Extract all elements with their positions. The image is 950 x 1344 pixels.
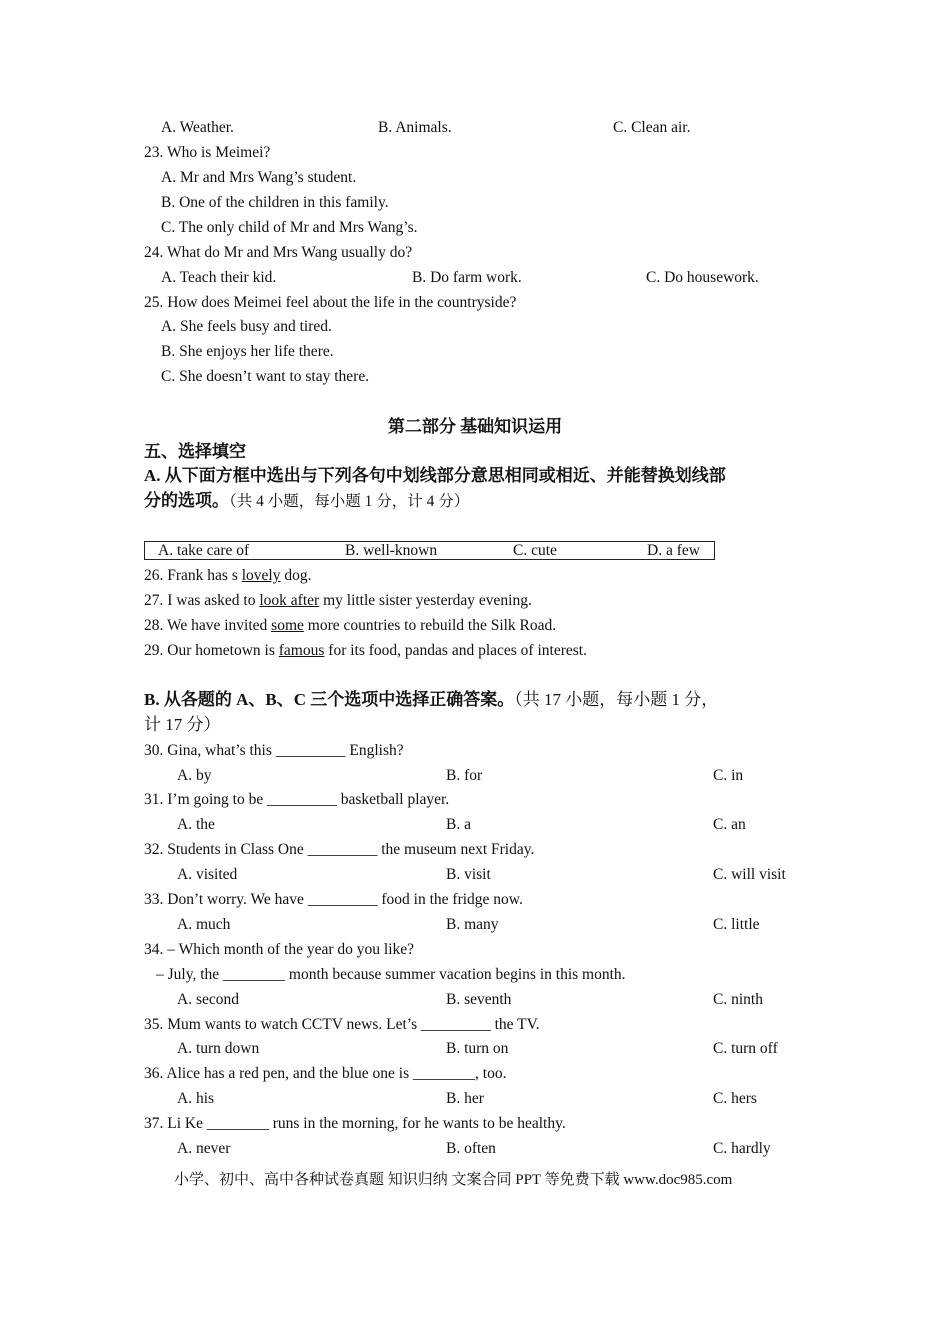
- section5-heading: 五、选择填空: [144, 442, 246, 461]
- word-box-a: A. take care of: [158, 542, 250, 559]
- q33-option-b: B. many: [446, 916, 499, 933]
- q37-option-a: A. never: [177, 1140, 231, 1157]
- q28: 28. We have invited some more countries to rebuild the Silk Road.: [144, 617, 557, 634]
- q27: 27. I was asked to look after my little sister yesterday evening.: [144, 592, 532, 609]
- q25-option-a: A. She feels busy and tired.: [161, 318, 332, 335]
- word-box-b: B. well-known: [345, 542, 438, 559]
- q32-option-b: B. visit: [446, 866, 491, 883]
- q23-option-a: A. Mr and Mrs Wang’s student.: [161, 169, 357, 186]
- q36-option-b: B. her: [446, 1090, 484, 1107]
- q30-option-c: C. in: [713, 767, 744, 784]
- sectionA-instruction-line2: [144, 491, 469, 512]
- q34-stem: 34. – Which month of the year do you like?: [144, 941, 415, 958]
- word-box-c: C. cute: [513, 542, 557, 559]
- q34-option-c: C. ninth: [713, 991, 763, 1008]
- q30-option-a: A. by: [177, 767, 212, 784]
- word-box: [144, 541, 715, 560]
- q24-option-c: C. Do housework.: [646, 269, 759, 286]
- q33-option-a: A. much: [177, 916, 231, 933]
- sectionB-instruction-line1: [144, 690, 718, 711]
- q22-option-c: C. Clean air.: [613, 119, 691, 136]
- q24-option-a: A. Teach their kid.: [161, 269, 277, 286]
- q35-option-b: B. turn on: [446, 1040, 509, 1057]
- q32-stem: 32. Students in Class One _________ the museum next Friday.: [144, 841, 535, 858]
- sectionA-instruction-line1: A. 从下面方框中选出与下列各句中划线部分意思相同或相近、并能替换划线部: [144, 466, 726, 485]
- q31-option-a: A. the: [177, 816, 215, 833]
- q25-option-b: B. She enjoys her life there.: [161, 343, 334, 360]
- q35-stem: 35. Mum wants to watch CCTV news. Let’s _________ the TV.: [144, 1016, 540, 1033]
- sectionA-instruction-score: （共 4 小题，每小题 1 分，计 4 分）: [229, 493, 470, 510]
- sectionB-instruction-line2: 计 17 分）: [144, 715, 221, 734]
- q34-option-a: A. second: [177, 991, 239, 1008]
- sectionB-instruction-score: （共 17 小题，每小题 1 分，: [514, 690, 719, 709]
- q32-option-c: C. will visit: [713, 866, 786, 883]
- q29: 29. Our hometown is famous for its food, pandas and places of interest.: [144, 642, 587, 659]
- q31-option-b: B. a: [446, 816, 471, 833]
- q27-underlined: look after: [259, 592, 320, 609]
- sectionB-instruction-bold: B. 从各题的 A、B、C 三个选项中选择正确答案。: [144, 690, 515, 709]
- q34-stem-response: – July, the ________ month because summer vacation begins in this month.: [156, 966, 626, 983]
- q23-option-b: B. One of the children in this family.: [161, 194, 389, 211]
- q32-option-a: A. visited: [177, 866, 238, 883]
- q37-stem: 37. Li Ke ________ runs in the morning, for he wants to be healthy.: [144, 1115, 566, 1132]
- q26-underlined: lovely: [241, 567, 281, 584]
- q24-option-b: B. Do farm work.: [412, 269, 522, 286]
- q31-option-c: C. an: [713, 816, 746, 833]
- q36-stem: 36. Alice has a red pen, and the blue one is ________, too.: [144, 1065, 507, 1082]
- part2-title: 第二部分 基础知识运用: [387, 417, 563, 436]
- q24-stem: 24. What do Mr and Mrs Wang usually do?: [144, 244, 413, 261]
- q35-option-c: C. turn off: [713, 1040, 778, 1057]
- q26: 26. Frank has s lovely dog.: [144, 567, 312, 584]
- q25-option-c: C. She doesn’t want to stay there.: [161, 368, 370, 385]
- q36-option-a: A. his: [177, 1090, 215, 1107]
- q23-stem: 23. Who is Meimei?: [144, 144, 271, 161]
- page-footer: 小学、初中、高中各种试卷真题 知识归纳 文案合同 PPT 等免费下载 www.doc985.com: [174, 1172, 733, 1188]
- q22-option-b: B. Animals.: [378, 119, 452, 136]
- q29-underlined: famous: [278, 642, 325, 659]
- q34-option-b: B. seventh: [446, 991, 512, 1008]
- sectionA-instruction-bold: 分的选项。: [144, 491, 229, 510]
- q28-underlined: some: [271, 617, 304, 634]
- q30-option-b: B. for: [446, 767, 483, 784]
- q37-option-c: C. hardly: [713, 1140, 771, 1157]
- q37-option-b: B. often: [446, 1140, 496, 1157]
- q23-option-c: C. The only child of Mr and Mrs Wang’s.: [161, 219, 418, 236]
- q35-option-a: A. turn down: [177, 1040, 260, 1057]
- word-box-d: D. a few: [647, 542, 700, 559]
- q22-option-a: A. Weather.: [161, 119, 234, 136]
- q36-option-c: C. hers: [713, 1090, 757, 1107]
- q33-stem: 33. Don’t worry. We have _________ food in the fridge now.: [144, 891, 523, 908]
- q30-stem: 30. Gina, what’s this _________ English?: [144, 742, 404, 759]
- q33-option-c: C. little: [713, 916, 760, 933]
- q31-stem: 31. I’m going to be _________ basketball player.: [144, 791, 450, 808]
- q25-stem: 25. How does Meimei feel about the life in the countryside?: [144, 294, 517, 311]
